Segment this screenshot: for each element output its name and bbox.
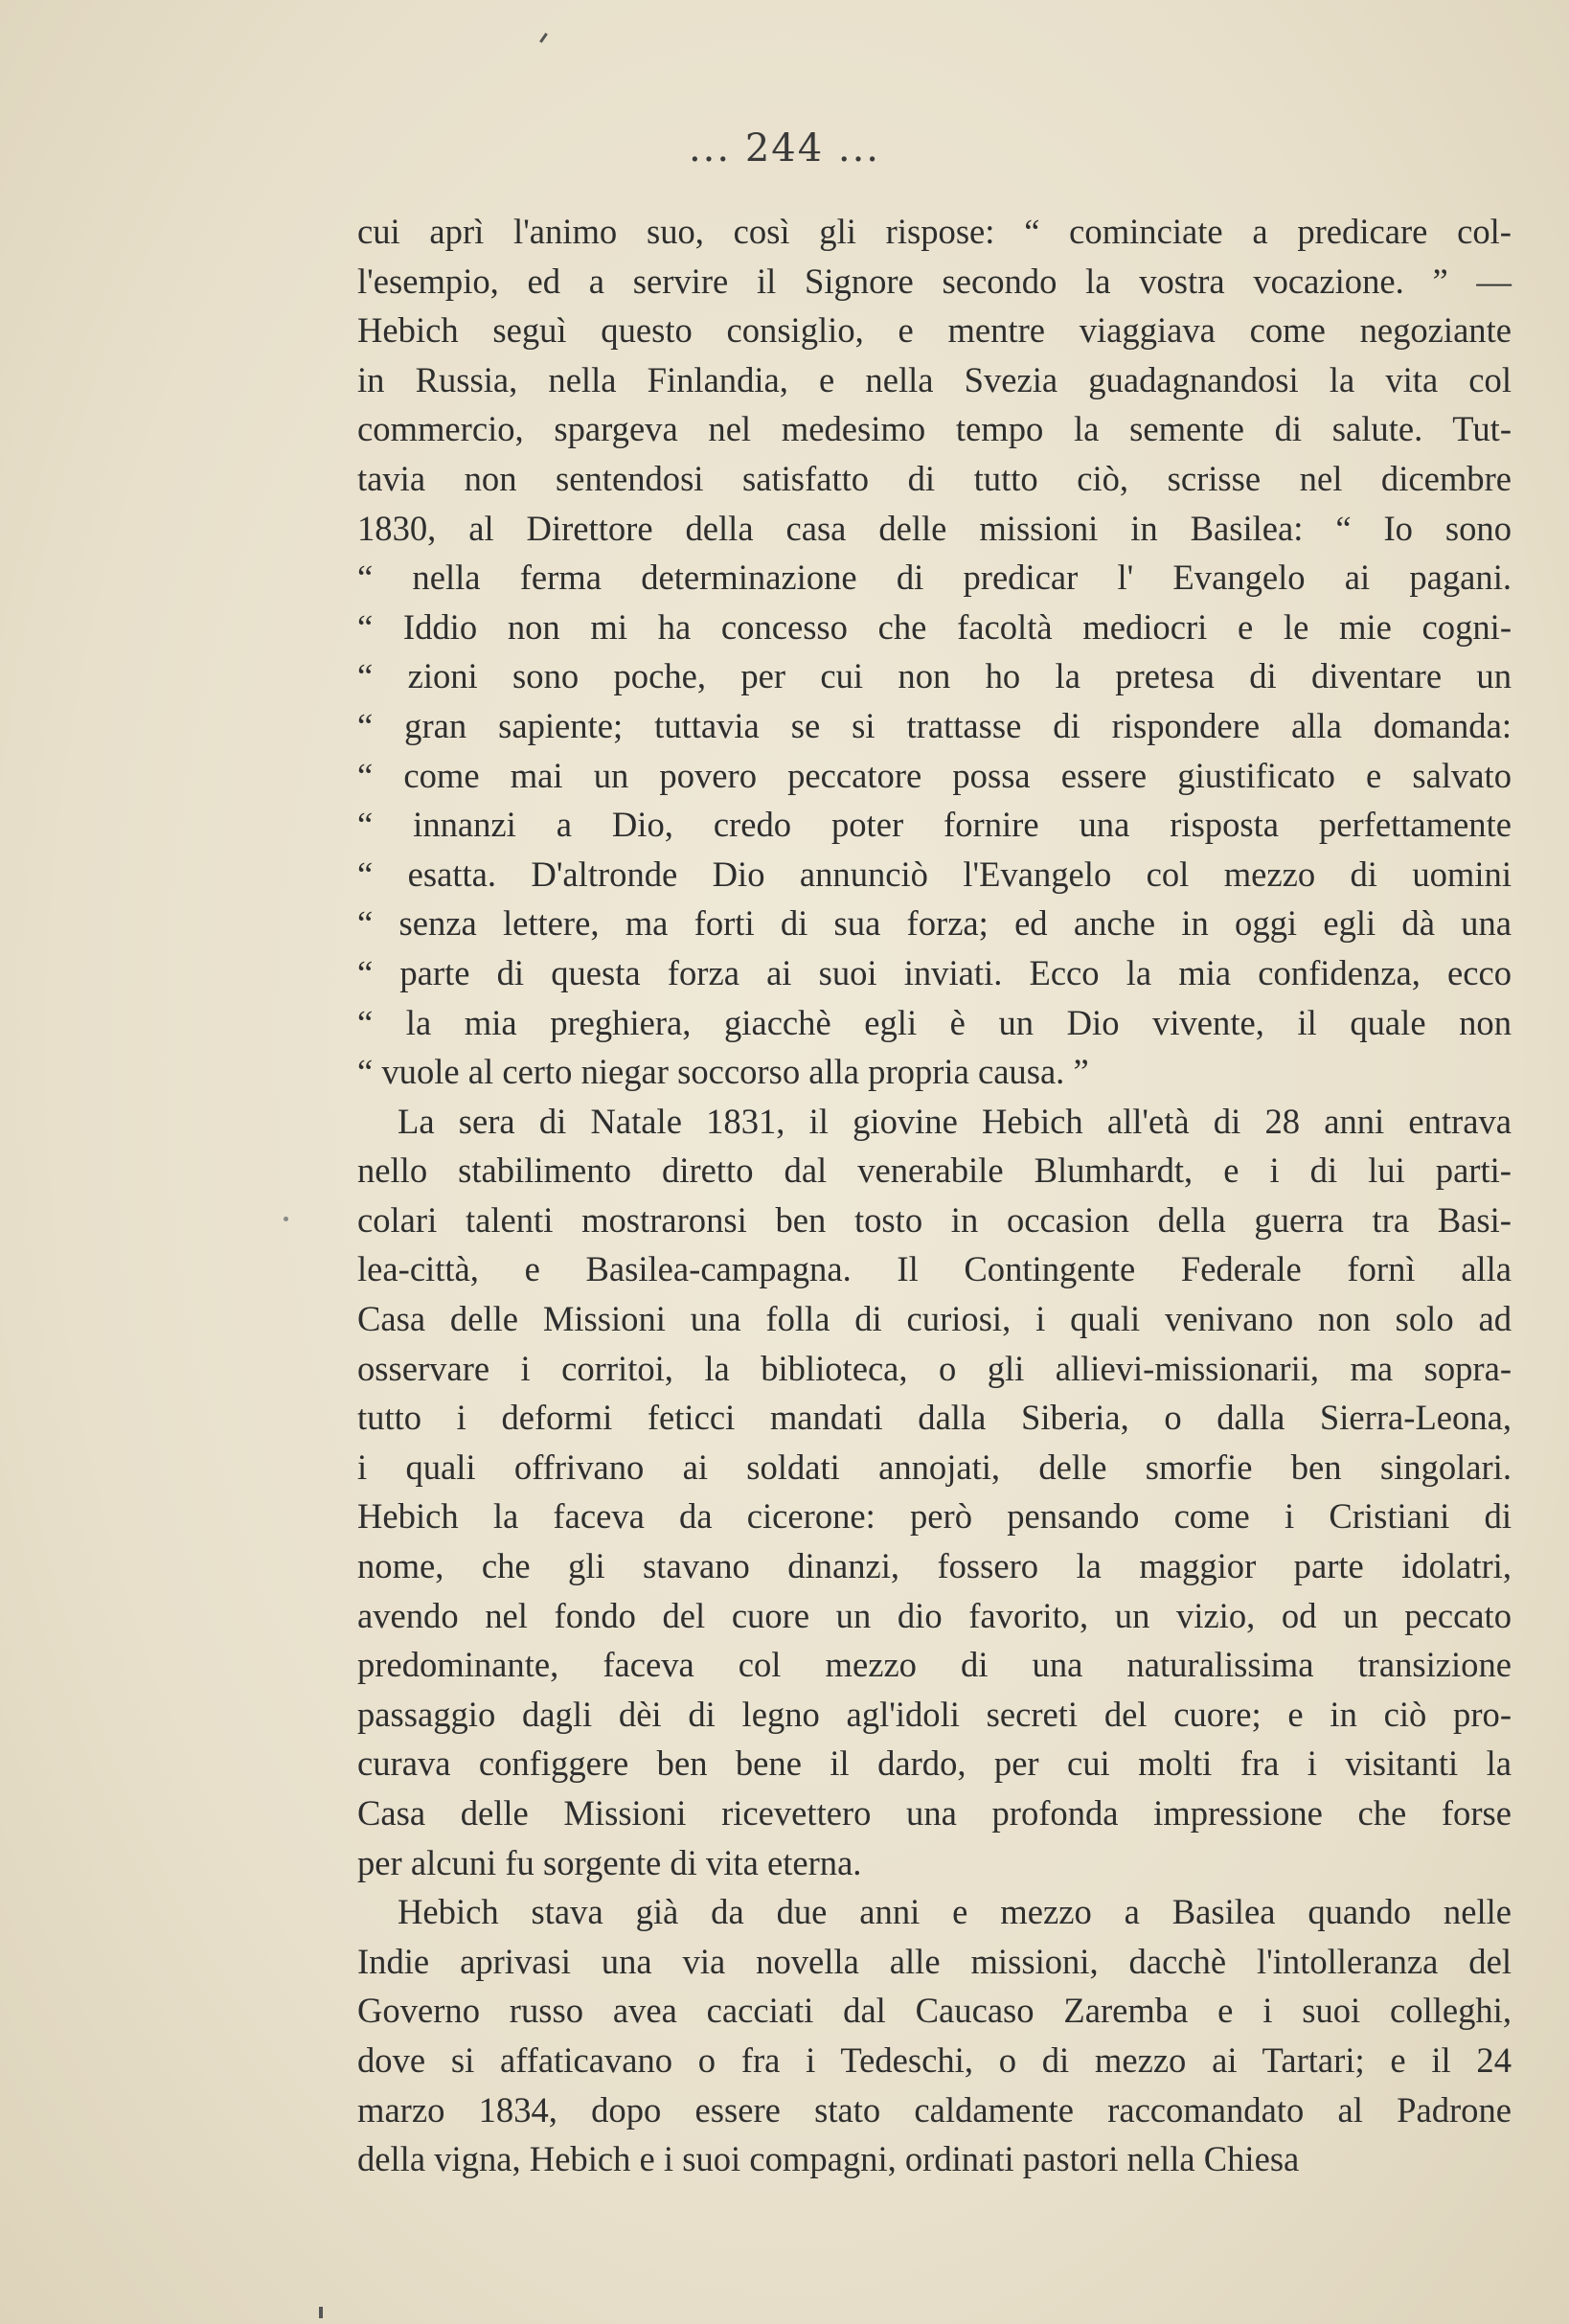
text-line: curava configgere ben bene il dardo, per cui molti fra i visitanti la	[357, 1743, 1512, 1784]
text-line: La sera di Natale 1831, il giovine Hebich all'età di 28 anni entrava	[398, 1101, 1512, 1141]
text-line: per alcuni fu sorgente di vita eterna.	[357, 1842, 862, 1882]
paragraph-p3	[357, 1887, 1512, 2184]
text-line: marzo 1834, dopo essere stato caldamente raccomandato al Padrone	[357, 2089, 1512, 2130]
text-line: “ Iddio non mi ha concesso che facoltà mediocri e le mie cogni-	[357, 606, 1512, 647]
text-line: della vigna, Hebich e i suoi compagni, ordinati pastori nella Chiesa	[357, 2139, 1300, 2179]
text-line: colari talenti mostraronsi ben tosto in occasion della guerra tra Basi-	[357, 1199, 1512, 1240]
text-line: “ zioni sono poche, per cui non ho la pretesa di diventare un	[357, 656, 1512, 696]
text-line: nome, che gli stavano dinanzi, fossero la maggior parte idolatri,	[357, 1546, 1512, 1586]
text-line: Casa delle Missioni ricevettero una profonda impressione che forse	[357, 1793, 1512, 1833]
text-line: “ gran sapiente; tuttavia se si trattasse di rispondere alla domanda:	[357, 705, 1512, 745]
text-line: dove si affaticavano o fra i Tedeschi, o di mezzo ai Tartari; e il 24	[357, 2039, 1512, 2080]
text-line: l'esempio, ed a servire il Signore secondo la vostra vocazione. ” —	[357, 261, 1512, 301]
text-line: cui aprì l'animo suo, così gli rispose: “ cominciate a predicare col-	[357, 212, 1512, 251]
page-body	[357, 207, 1512, 2184]
text-line: “ vuole al certo niegar soccorso alla propria causa. ”	[357, 1052, 1089, 1092]
text-line: Casa delle Missioni una folla di curiosi, i quali venivano non solo ad	[357, 1299, 1512, 1339]
text-line: “ come mai un povero peccatore possa essere giustificato e salvato	[357, 755, 1512, 795]
ink-speck	[539, 33, 548, 43]
text-line: tutto i deformi feticci mandati dalla Siberia, o dalla Sierra-Leona,	[357, 1398, 1512, 1438]
text-line: i quali offrivano ai soldati annojati, delle smorfie ben singolari.	[357, 1447, 1512, 1487]
paragraph-p2	[357, 1097, 1512, 1888]
text-line: Hebich seguì questo consiglio, e mentre viaggiava come negoziante	[357, 310, 1512, 351]
ink-speck	[319, 2307, 323, 2318]
text-line: “ parte di questa forza ai suoi inviati. Ecco la mia confidenza, ecco	[357, 952, 1512, 992]
text-line: lea-città, e Basilea-campagna. Il Contingente Federale fornì alla	[357, 1249, 1512, 1289]
text-line: tavia non sentendosi satisfatto di tutto ciò, scrisse nel dicembre	[357, 458, 1512, 498]
text-line: Hebich stava già da due anni e mezzo a Basilea quando nelle	[398, 1892, 1512, 1932]
text-line: “ esatta. D'altronde Dio annunciò l'Evangelo col mezzo di uomini	[357, 854, 1512, 894]
page-number: ... 244 ...	[688, 126, 881, 171]
text-line: passaggio dagli dèi di legno agl'idoli secreti del cuore; e in ciò pro-	[357, 1694, 1512, 1734]
text-line: avendo nel fondo del cuore un dio favorito, un vizio, od un peccato	[357, 1595, 1512, 1635]
text-line: Governo russo avea cacciati dal Caucaso Zaremba e i suoi colleghi,	[357, 1991, 1512, 2031]
text-line: osservare i corritoi, la biblioteca, o gli allievi-missionarii, ma sopra-	[357, 1348, 1512, 1388]
text-line: in Russia, nella Finlandia, e nella Svezia guadagnandosi la vita col	[357, 359, 1512, 399]
text-line: Indie aprivasi una via novella alle missioni, dacchè l'intolleranza del	[357, 1941, 1512, 1981]
text-line: Hebich la faceva da cicerone: però pensando come i Cristiani di	[357, 1496, 1512, 1537]
text-line: “ senza lettere, ma forti di sua forza; ed anche in oggi egli dà una	[357, 903, 1512, 944]
text-line: commercio, spargeva nel medesimo tempo la semente di salute. Tut-	[357, 409, 1512, 449]
text-line: 1830, al Direttore della casa delle missioni in Basilea: “ Io sono	[357, 508, 1512, 548]
ink-speck	[284, 1217, 288, 1221]
paragraph-p1	[357, 207, 1512, 1097]
text-line: “ nella ferma determinazione di predicar l' Evangelo ai pagani.	[357, 558, 1512, 598]
text-line: predominante, faceva col mezzo di una naturalissima transizione	[357, 1645, 1512, 1685]
text-line: “ la mia preghiera, giacchè egli è un Dio vivente, il quale non	[357, 1002, 1512, 1042]
text-line: “ innanzi a Dio, credo poter fornire una risposta perfettamente	[357, 805, 1512, 845]
text-line: nello stabilimento diretto dal venerabile Blumhardt, e i di lui parti-	[357, 1151, 1512, 1191]
